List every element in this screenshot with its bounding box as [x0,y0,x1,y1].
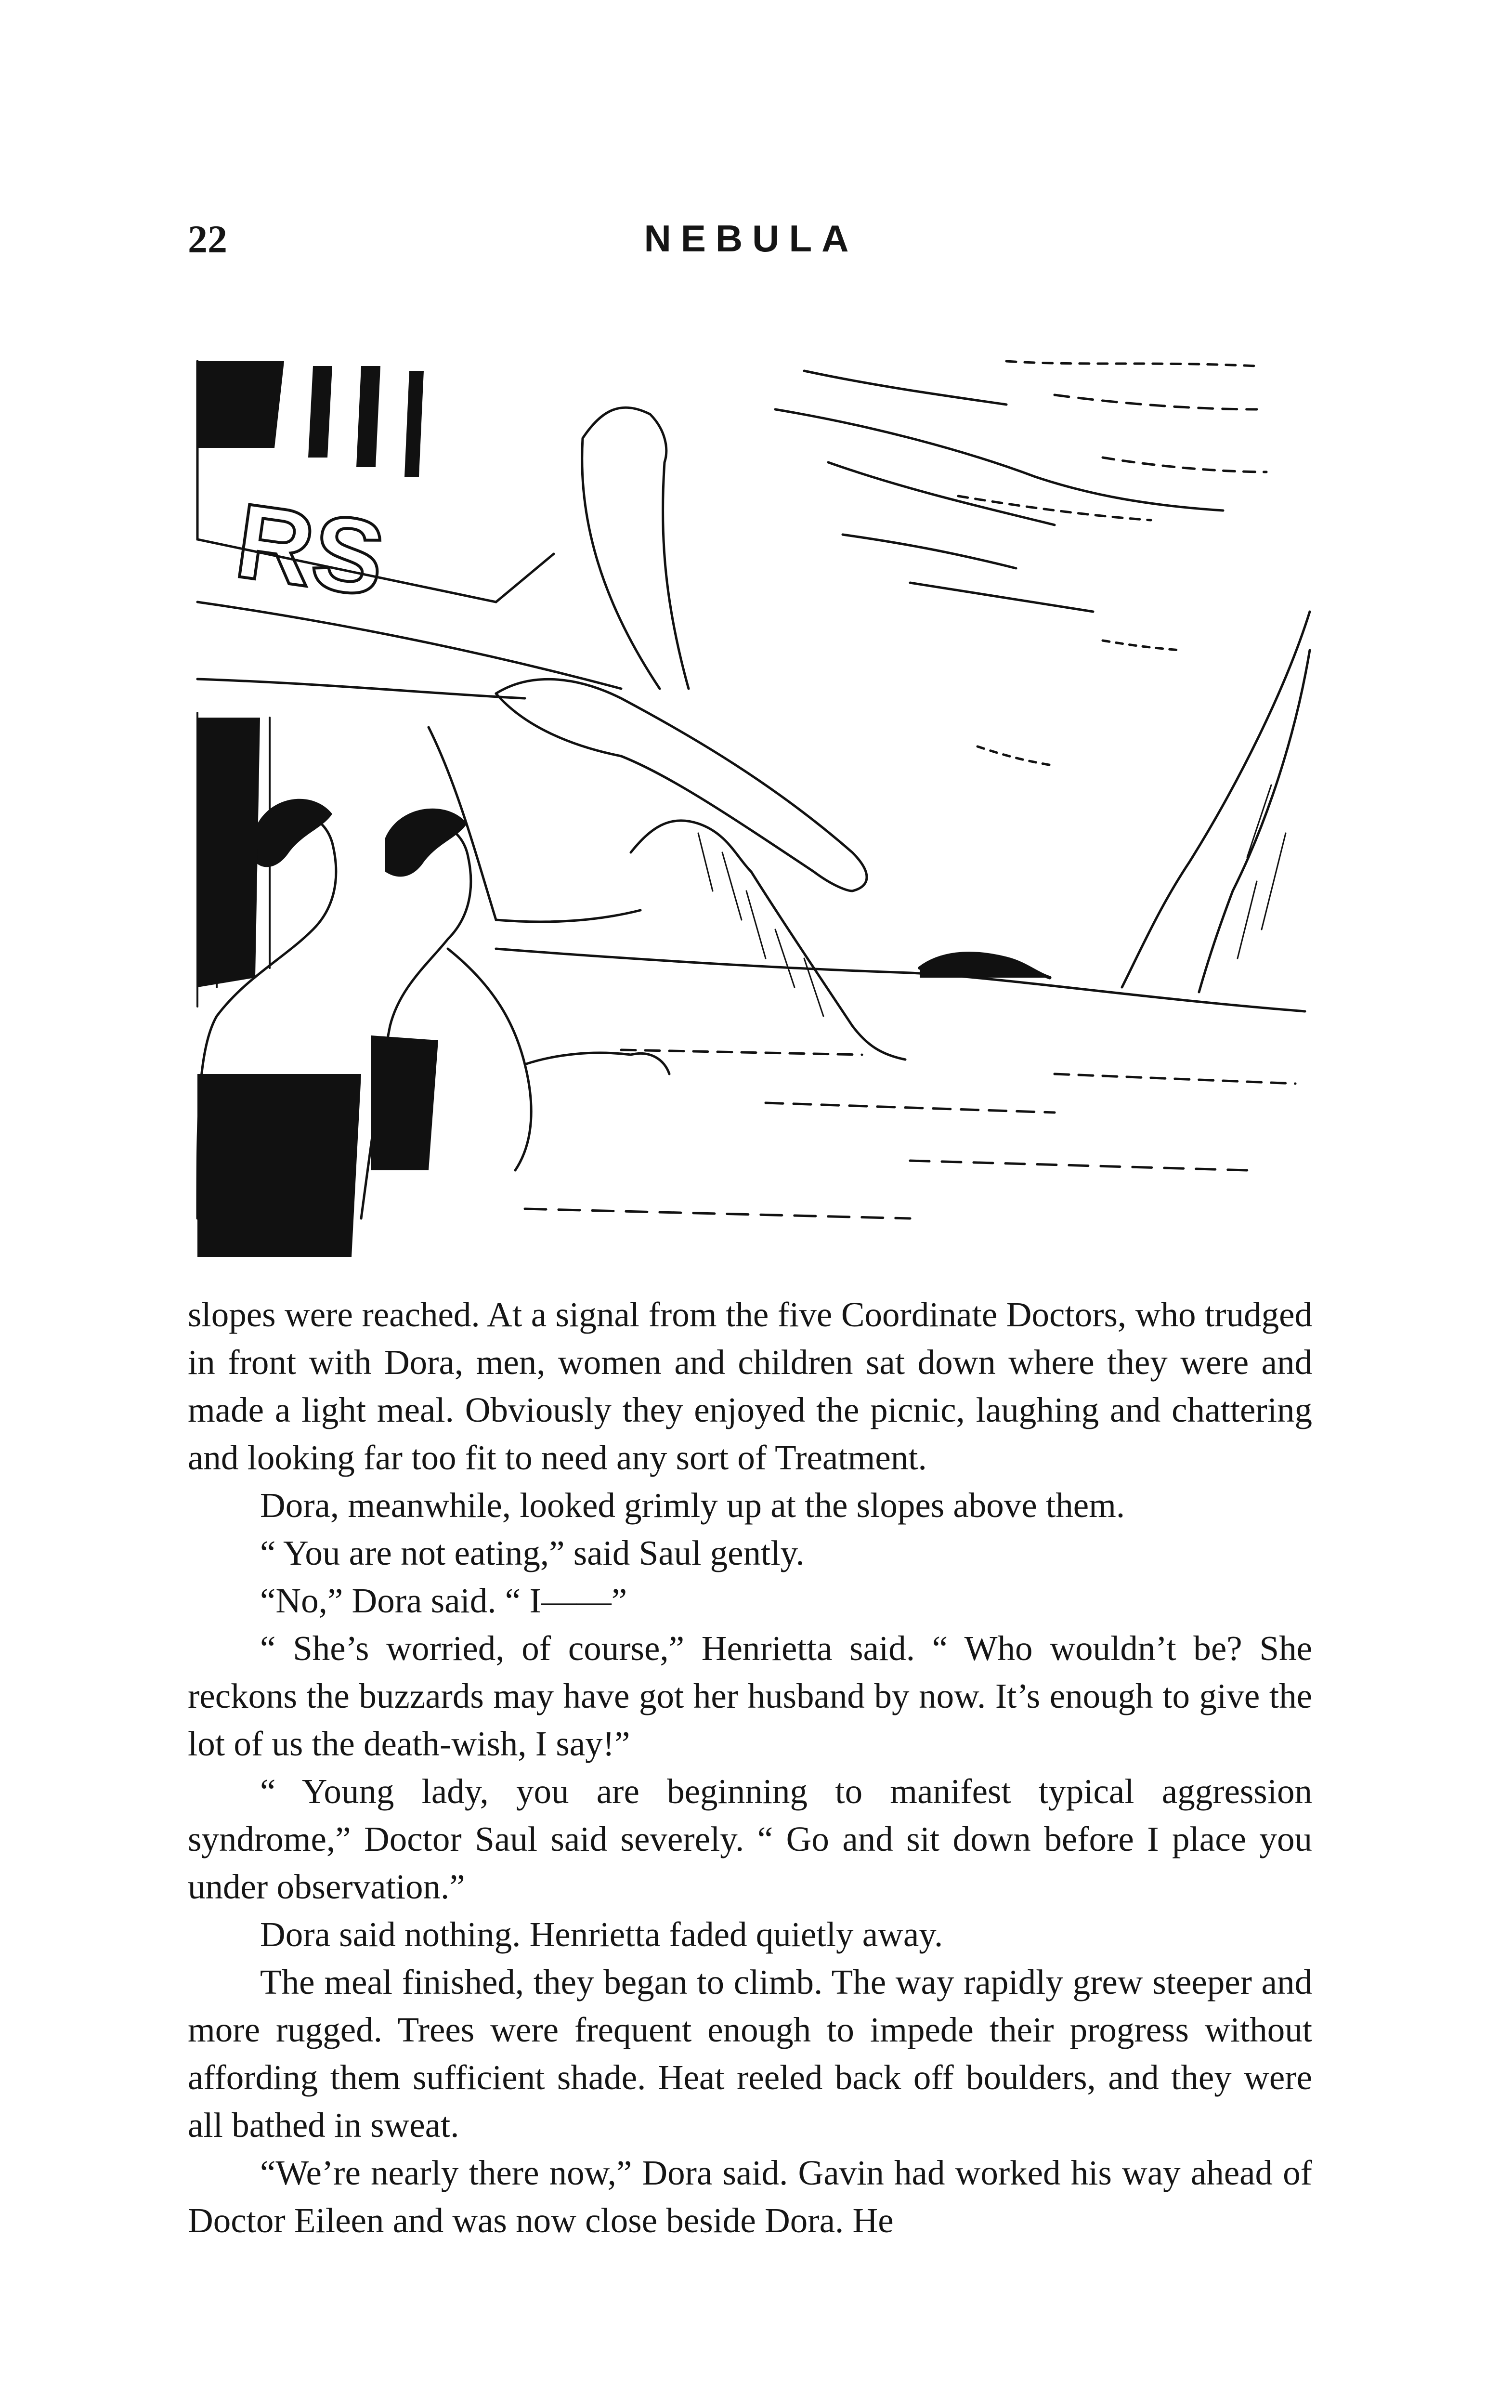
aircraft-marking: RS [229,481,391,619]
paragraph: “ You are not eating,” said Saul gently. [260,1533,805,1572]
body-text [188,1291,1312,2244]
paragraph: Dora said nothing. Henrietta faded quietly away. [260,1915,943,1954]
paragraph: “ She’s worried, of course,” Henrietta said. “ Who wouldn’t be? She reckons the buzzards may have got her husband by now. It’s enough to give the lot of us the death-wish, I say!” [188,1629,1312,1763]
story-illustration [188,352,1315,1267]
paragraph: Dora, meanwhile, looked grimly up at the slopes above them. [260,1486,1125,1525]
page-header [188,217,1315,275]
running-title: NEBULA [644,217,859,260]
paragraph: The meal finished, they began to climb. The way rapidly grew steeper and more rugged. Trees were frequent enough to impede their progress without affording them sufficient shade. Heat reeled back off boulders, and they were all bathed in sweat. [188,1963,1312,2145]
paragraph: “ Young lady, you are beginning to manifest typical aggression syndrome,” Doctor Saul said severely. “ Go and sit down before I place you under observation.” [188,1772,1312,1906]
paragraph: “No,” Dora said. “ I——” [260,1581,627,1620]
illustration-drawing [188,352,1315,1267]
page-number: 22 [188,217,227,261]
paragraph: slopes were reached. At a signal from the five Coordinate Doctors, who trudged in front with Dora, men, women and children sat down where they were and made a light meal. Obviously they enjoyed the picnic, laughing and chattering and looking far too fit to need any sort of Treatment. [188,1295,1312,1477]
paragraph: “We’re nearly there now,” Dora said. Gavin had worked his way ahead of Doctor Eileen and was now close beside Dora. He [188,2153,1312,2240]
